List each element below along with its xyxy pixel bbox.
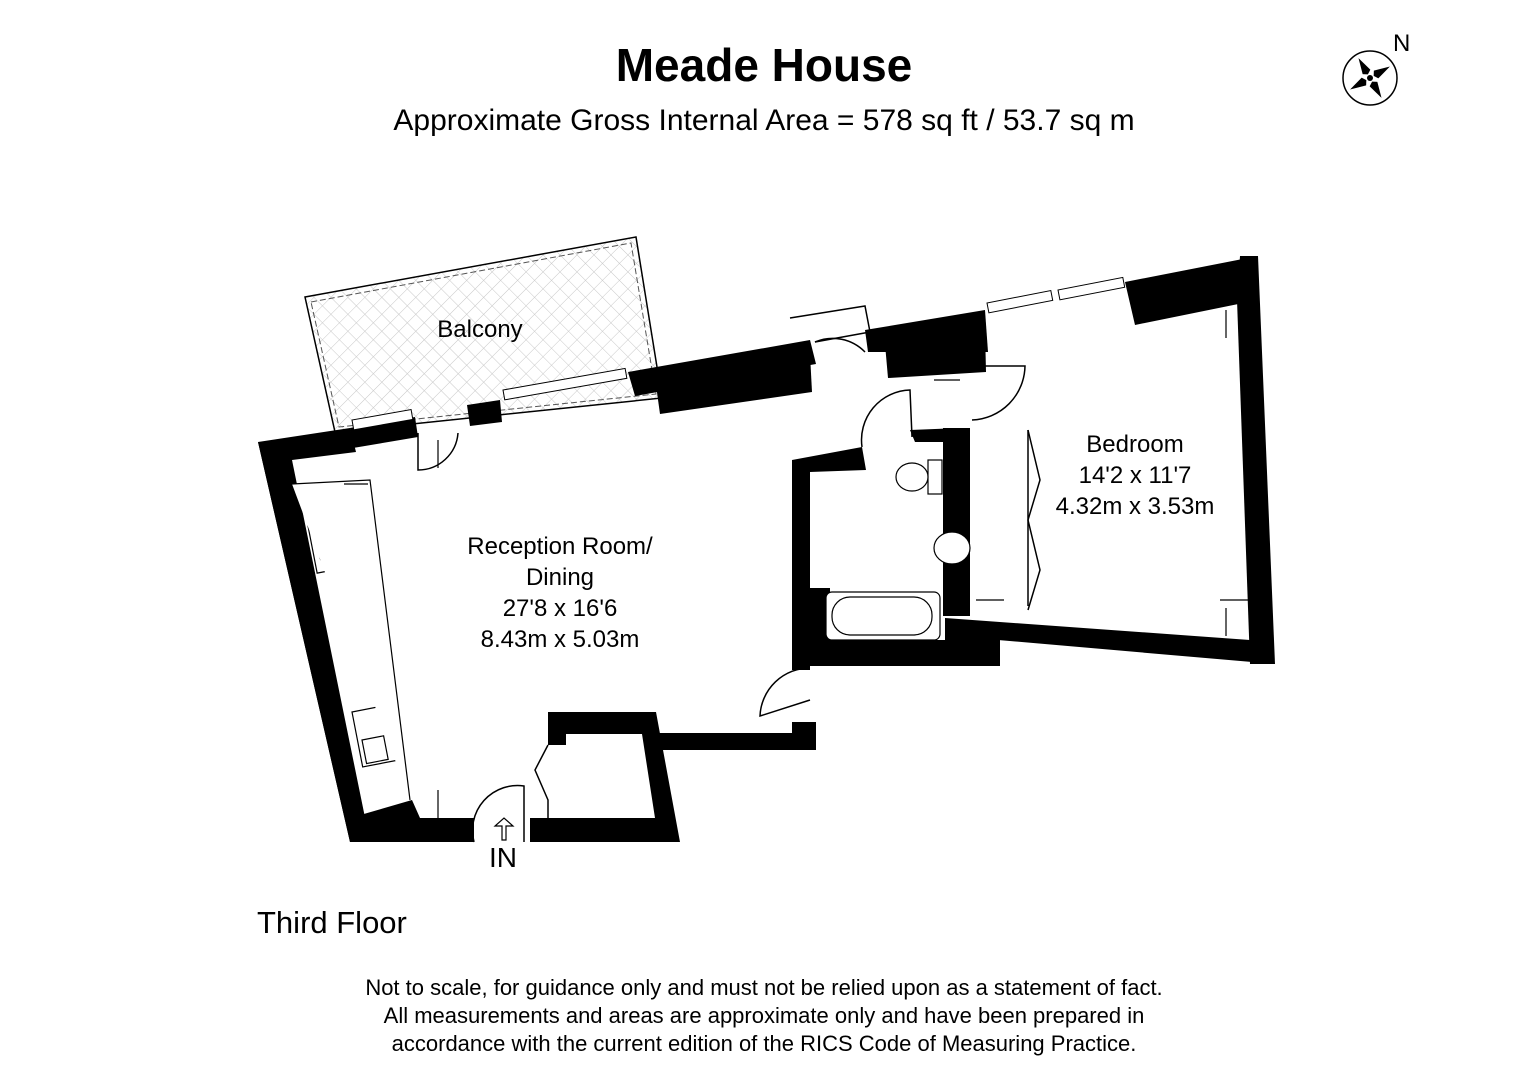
disclaimer-line3: accordance with the current edition of the RICS Code of Measuring Practice.: [391, 1031, 1137, 1056]
reception-name-line2: Dining: [525, 564, 595, 591]
disclaimer-line2: All measurements and areas are approximate only and have been prepared in: [383, 1003, 1145, 1028]
reception-name-line1: Reception Room/: [467, 533, 653, 560]
area-subtitle: Approximate Gross Internal Area = 578 sq ft / 53.7 sq m: [393, 104, 1135, 137]
floor-label: Third Floor: [257, 905, 407, 940]
page-title: Meade House: [615, 39, 913, 91]
room-label-bedroom: [1020, 429, 1250, 522]
entry-label: IN: [489, 842, 517, 873]
disclaimer-line1: Not to scale, for guidance only and must not be relied upon as a statement of fact.: [365, 975, 1163, 1000]
compass-north-label: N: [1393, 30, 1411, 57]
bedroom-imperial: 14'2 x 11'7: [1078, 462, 1192, 489]
disclaimer: [0, 974, 1528, 1058]
reception-metric: 8.43m x 5.03m: [480, 626, 640, 653]
reception-imperial: 27'8 x 16'6: [502, 595, 618, 622]
bedroom-name: Bedroom: [1086, 431, 1184, 458]
room-label-balcony: Balcony: [437, 316, 523, 343]
room-label-reception: [420, 531, 700, 655]
compass-rose-icon: [1339, 47, 1402, 110]
bedroom-metric: 4.32m x 3.53m: [1055, 493, 1215, 520]
